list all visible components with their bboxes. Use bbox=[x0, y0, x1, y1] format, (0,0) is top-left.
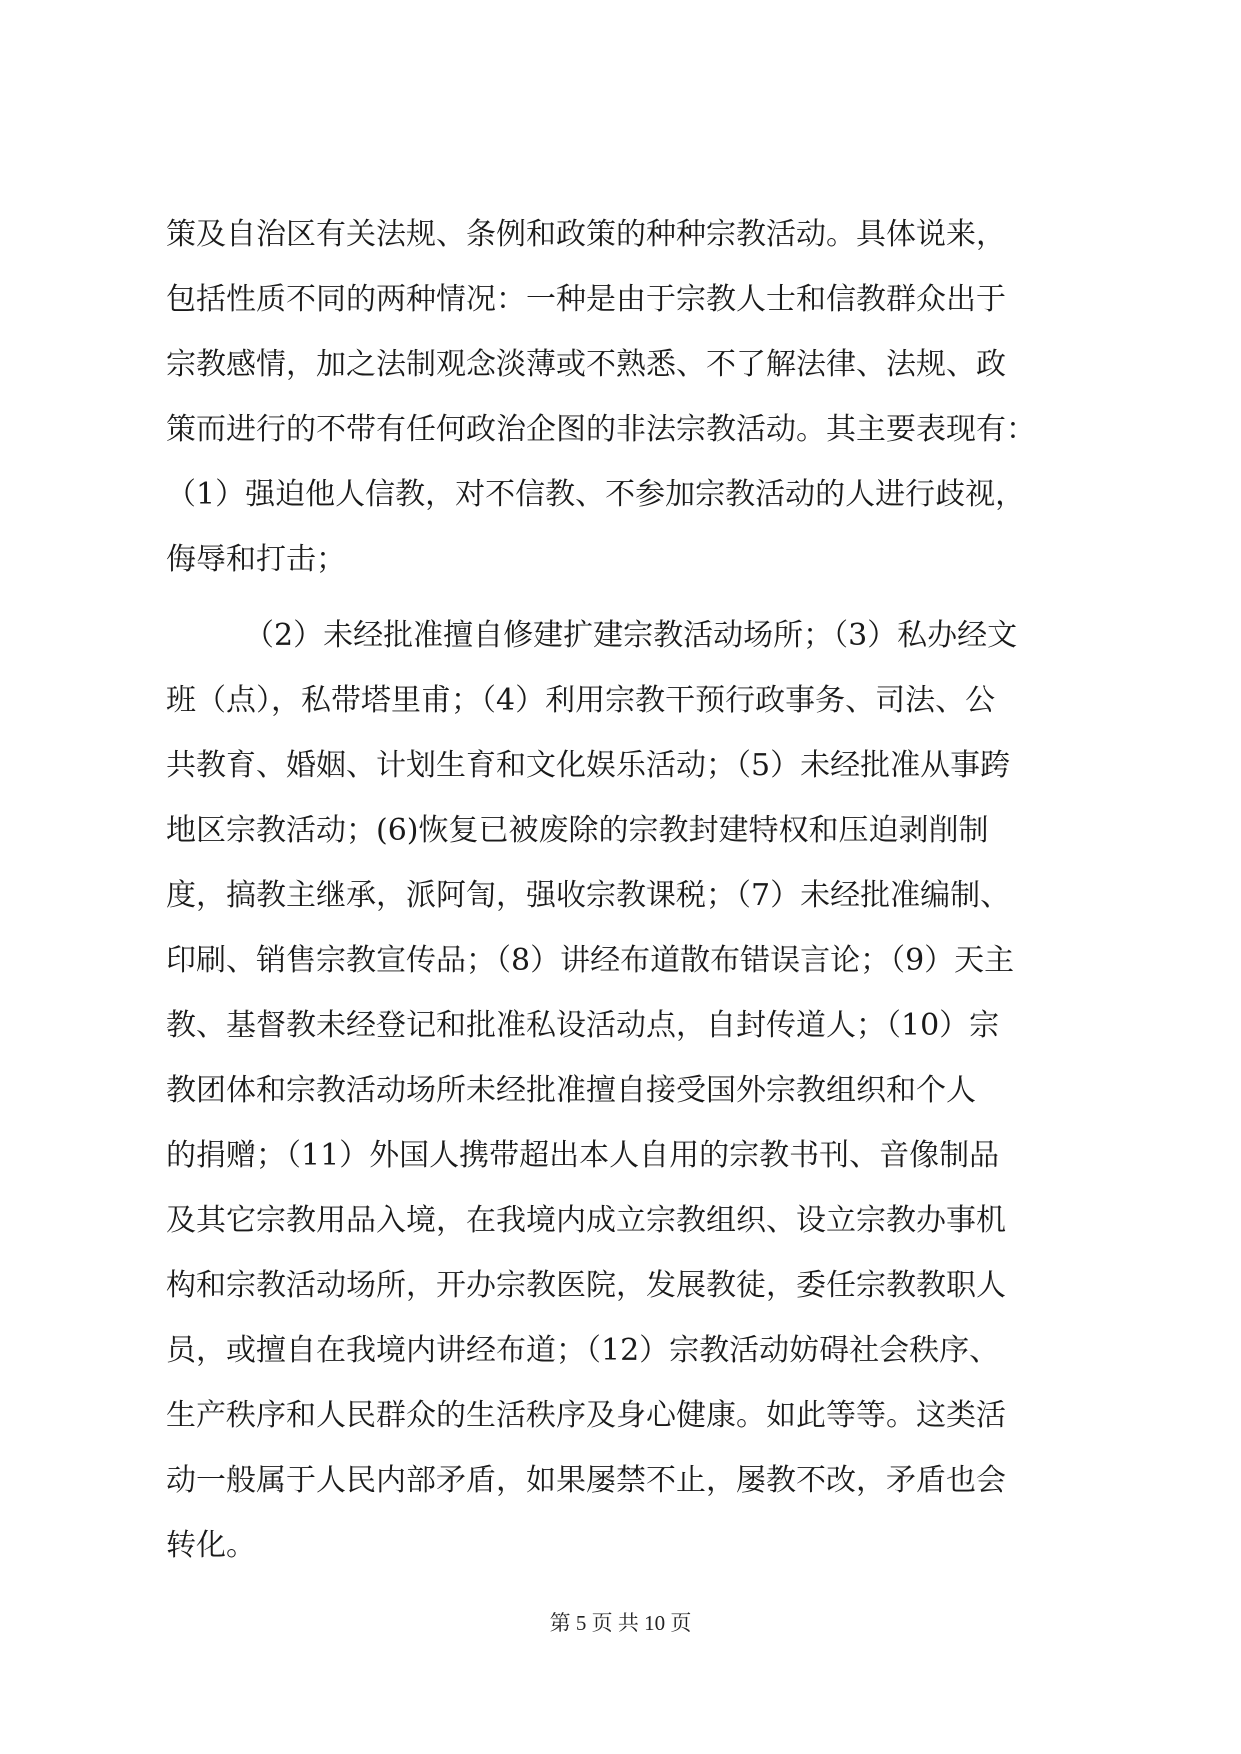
text-line: 及其它宗教用品入境，在我境内成立宗教组织、设立宗教办事机 bbox=[166, 1203, 1006, 1238]
text-line: 宗教感情，加之法制观念淡薄或不熟悉、不了解法律、法规、政 bbox=[166, 347, 1006, 382]
text-line: 生产秩序和人民群众的生活秩序及身心健康。如此等等。这类活 bbox=[166, 1398, 1006, 1433]
text-line: 侮辱和打击； bbox=[166, 542, 346, 577]
page-number-label: 第 5 页 共 10 页 bbox=[549, 1611, 692, 1635]
text-line: 策及自治区有关法规、条例和政策的种种宗教活动。具体说来， bbox=[166, 217, 1006, 252]
text-line: 的捐赠；（11）外国人携带超出本人自用的宗教书刊、音像制品 bbox=[166, 1138, 1000, 1173]
text-line: 构和宗教活动场所，开办宗教医院，发展教徒，委任宗教教职人 bbox=[166, 1268, 1006, 1303]
text-line: （2）未经批准擅自修建扩建宗教活动场所；（3）私办经文 bbox=[244, 618, 1018, 653]
text-line: 度，搞教主继承，派阿訇，强收宗教课税；（7）未经批准编制、 bbox=[166, 878, 1011, 913]
text-line: 班（点），私带塔里甫；（4）利用宗教干预行政事务、司法、公 bbox=[166, 683, 996, 718]
text-line: 转化。 bbox=[166, 1528, 256, 1563]
text-line: 教团体和宗教活动场所未经批准擅自接受国外宗教组织和个人 bbox=[166, 1073, 976, 1108]
page-footer bbox=[0, 1608, 1241, 1638]
text-line: 策而进行的不带有任何政治企图的非法宗教活动。其主要表现有： bbox=[166, 412, 1036, 447]
text-line: 动一般属于人民内部矛盾，如果屡禁不止，屡教不改，矛盾也会 bbox=[166, 1463, 1006, 1498]
text-line: 地区宗教活动；(6)恢复已被废除的宗教封建特权和压迫剥削制 bbox=[166, 813, 989, 848]
body-text bbox=[166, 205, 1090, 1581]
text-line: 教、基督教未经登记和批准私设活动点，自封传道人；（10）宗 bbox=[166, 1008, 1000, 1043]
text-line: 印刷、销售宗教宣传品；（8）讲经布道散布错误言论；（9）天主 bbox=[166, 943, 1015, 978]
text-line: 包括性质不同的两种情况：一种是由于宗教人士和信教群众出于 bbox=[166, 282, 1006, 317]
text-line: （1）强迫他人信教，对不信教、不参加宗教活动的人进行歧视， bbox=[166, 477, 1026, 512]
text-line: 共教育、婚姻、计划生育和文化娱乐活动；（5）未经批准从事跨 bbox=[166, 748, 1011, 783]
text-line: 员，或擅自在我境内讲经布道；（12）宗教活动妨碍社会秩序、 bbox=[166, 1333, 1000, 1368]
